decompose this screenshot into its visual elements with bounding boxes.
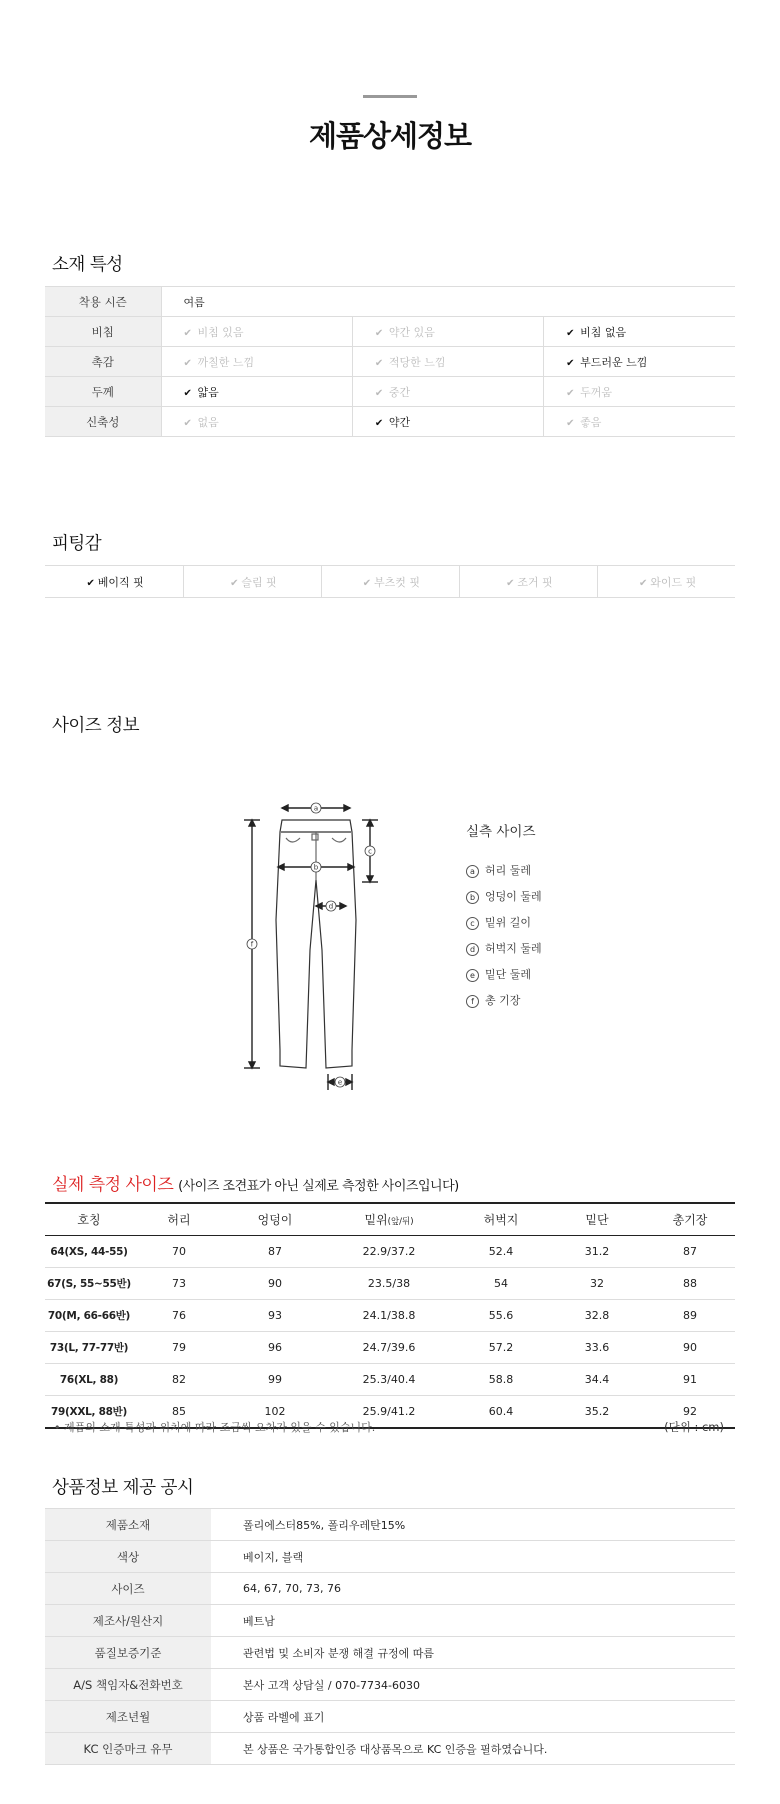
size-value-cell: 89 [645, 1300, 735, 1332]
legend-item [466, 910, 542, 936]
pants-pocket-right [332, 838, 346, 842]
size-row [45, 1332, 735, 1364]
size-row [45, 1236, 735, 1268]
option-label: 없음 [197, 415, 219, 429]
size-value-cell: 25.3/40.4 [325, 1364, 453, 1396]
size-value-cell: 24.1/38.8 [325, 1300, 453, 1332]
legend-marker: f [466, 995, 479, 1008]
size-value-cell: 52.4 [453, 1236, 549, 1268]
material-option [161, 347, 352, 377]
option-label: 두꺼움 [580, 385, 613, 399]
notice-row [45, 1701, 735, 1733]
diagram-marker-label: f [250, 940, 254, 949]
size-value-cell: 102 [264, 1405, 286, 1418]
size-value-cell: 60.4 [488, 1405, 514, 1418]
size-value-cell: 88 [645, 1268, 735, 1300]
notice-value: 관련법 및 소비자 분쟁 해결 규정에 따름 [211, 1637, 735, 1669]
fit-table [45, 565, 735, 598]
size-value-cell: 82 [133, 1364, 225, 1396]
material-table [45, 286, 735, 437]
check-icon: ✔ [639, 577, 648, 589]
material-option [544, 407, 735, 437]
size-label-cell: 67(S, 55~55반) [45, 1268, 133, 1300]
option-label: 까칠한 느낌 [197, 355, 255, 369]
product-notice-table [45, 1508, 735, 1765]
size-label-cell: 64(XS, 44-55) [45, 1236, 133, 1268]
fit-label: 베이직 핏 [97, 575, 144, 589]
size-value-cell: 32.8 [549, 1300, 645, 1332]
page-title: 제품상세정보 [308, 119, 472, 153]
notice-row [45, 1573, 735, 1605]
material-option [352, 407, 543, 437]
legend-marker: a [466, 865, 479, 878]
size-value-cell: 22.9/37.2 [325, 1236, 453, 1268]
title-divider [363, 95, 417, 98]
size-table-header [45, 1203, 735, 1236]
material-row-season [45, 287, 735, 317]
pants-button [312, 834, 318, 840]
material-option [352, 377, 543, 407]
check-icon: ✔ [374, 387, 384, 399]
notice-row [45, 1733, 735, 1765]
check-icon: ✔ [86, 577, 95, 589]
check-icon: ✔ [183, 357, 192, 369]
notice-row [45, 1605, 735, 1637]
size-row [45, 1268, 735, 1300]
measured-title-text: 실제 측정 사이즈 [52, 1175, 174, 1195]
size-value-cell: 99 [225, 1364, 325, 1396]
check-icon: ✔ [374, 417, 384, 429]
col-header-rise-sub: (앞/뒤) [387, 1217, 414, 1227]
check-icon: ✔ [374, 357, 384, 369]
option-label: 중간 [388, 385, 411, 399]
material-option [544, 377, 735, 407]
row-label: 신축성 [45, 407, 161, 437]
notice-row [45, 1509, 735, 1541]
row-label: 비침 [45, 317, 161, 347]
notice-row [45, 1541, 735, 1573]
fit-label: 슬림 핏 [241, 575, 277, 589]
row-label: 착용 시즌 [45, 287, 161, 317]
legend-text: 총 기장 [485, 994, 521, 1007]
option-label: 비침 있음 [197, 325, 244, 339]
fit-label: 조거 핏 [517, 575, 553, 589]
col-header: 엉덩이 [225, 1203, 325, 1236]
option-label: 비침 없음 [580, 325, 627, 339]
size-value-cell: 35.2 [584, 1405, 610, 1418]
material-option [352, 317, 543, 347]
fit-option [183, 566, 321, 598]
material-row [45, 347, 735, 377]
notice-value: 폴리에스터85%, 폴리우레탄15% [211, 1509, 735, 1541]
size-value-cell: 70 [133, 1236, 225, 1268]
size-value-cell: 85 [172, 1405, 186, 1418]
size-row [45, 1300, 735, 1332]
size-value-cell: 87 [225, 1236, 325, 1268]
size-label-cell: 79(XXL, 88반) [51, 1406, 127, 1418]
measured-title [52, 1170, 459, 1195]
notice-value: 베이지, 블랙 [211, 1541, 735, 1573]
notice-label: 색상 [45, 1541, 211, 1573]
material-option [352, 347, 543, 377]
option-label: 얇음 [197, 385, 219, 399]
fit-label: 와이드 핏 [650, 575, 697, 589]
legend-marker: c [466, 917, 479, 930]
notice-label: 사이즈 [45, 1573, 211, 1605]
fit-section-title: 피팅감 [52, 534, 102, 554]
notice-label: 제품소재 [45, 1509, 211, 1541]
size-value-cell: 76 [133, 1300, 225, 1332]
check-icon: ✔ [183, 387, 192, 399]
diagram-marker-label: b [313, 863, 319, 872]
notice-label: 제조년월 [45, 1701, 211, 1733]
fit-option [45, 566, 183, 598]
notice-value: 베트남 [211, 1605, 735, 1637]
size-value-cell: 34.4 [549, 1364, 645, 1396]
size-value-cell: 24.7/39.6 [325, 1332, 453, 1364]
material-option [544, 317, 735, 347]
legend-item [466, 988, 542, 1014]
fit-label: 부츠컷 핏 [373, 575, 420, 589]
legend-text: 허리 둘레 [485, 864, 532, 877]
legend-marker: d [466, 943, 479, 956]
legend-text: 밑단 둘레 [485, 968, 532, 981]
check-icon: ✔ [183, 327, 192, 339]
notice-label: KC 인증마크 유무 [45, 1733, 211, 1765]
size-value-cell: 33.6 [549, 1332, 645, 1364]
legend-marker: e [466, 969, 479, 982]
legend-marker: b [466, 891, 479, 904]
diagram-marker-label: d [328, 902, 334, 911]
col-header [325, 1203, 453, 1236]
fit-option [459, 566, 597, 598]
diagram-marker-label: a [313, 804, 319, 813]
material-row [45, 407, 735, 437]
diagram-marker-label: c [368, 847, 372, 856]
size-value-cell: 90 [225, 1268, 325, 1300]
check-icon: ✔ [374, 327, 384, 339]
material-option [161, 407, 352, 437]
option-label: 부드러운 느낌 [580, 355, 648, 369]
fit-option [321, 566, 459, 598]
size-table [45, 1202, 735, 1429]
notice-row [45, 1637, 735, 1669]
legend-item [466, 936, 542, 962]
size-value-cell: 90 [645, 1332, 735, 1364]
check-icon: ✔ [566, 417, 575, 429]
size-value-cell: 23.5/38 [325, 1268, 453, 1300]
legend-item [466, 962, 542, 988]
material-section-title: 소재 특성 [52, 255, 123, 275]
legend-text: 허벅지 둘레 [485, 942, 542, 955]
legend-text: 엉덩이 둘레 [485, 890, 542, 903]
notice-value: 본 상품은 국가통합인증 대상품목으로 KC 인증을 필하였습니다. [211, 1733, 735, 1765]
size-value-cell: 58.8 [453, 1364, 549, 1396]
check-icon: ✔ [566, 327, 575, 339]
size-value-cell: 32 [549, 1268, 645, 1300]
size-value-cell: 54 [453, 1268, 549, 1300]
size-value-cell: 87 [645, 1236, 735, 1268]
legend-item [466, 858, 542, 884]
check-icon: ✔ [183, 417, 192, 429]
measured-subtitle: (사이즈 조견표가 아닌 실제로 측정한 사이즈입니다) [178, 1179, 459, 1194]
unit-label: (단위 : cm) [664, 1420, 724, 1434]
notice-label: 제조사/원산지 [45, 1605, 211, 1637]
season-value: 여름 [161, 287, 735, 317]
check-icon: ✔ [566, 357, 575, 369]
col-header: 호칭 [45, 1203, 133, 1236]
measure-note: • 제품의 소재 특성과 위치에 따라 조금씩 오차가 있을 수 있습니다. [54, 1421, 376, 1434]
option-label: 적당한 느낌 [388, 355, 446, 369]
notice-value: 상품 라벨에 표기 [211, 1701, 735, 1733]
size-value-cell: 57.2 [453, 1332, 549, 1364]
size-section-title: 사이즈 정보 [52, 716, 140, 736]
row-label: 촉감 [45, 347, 161, 377]
notice-value: 본사 고객 상담실 / 070-7734-6030 [211, 1669, 735, 1701]
size-value-cell: 73 [133, 1268, 225, 1300]
pants-pocket-left [286, 838, 300, 842]
legend-title: 실측 사이즈 [466, 824, 536, 840]
option-label: 약간 [388, 415, 411, 429]
size-row [45, 1364, 735, 1396]
size-value-cell: 93 [225, 1300, 325, 1332]
size-value-cell: 92 [683, 1405, 697, 1418]
size-label-cell: 73(L, 77-77반) [45, 1332, 133, 1364]
notice-section-title: 상품정보 제공 공시 [52, 1478, 194, 1498]
size-legend [466, 820, 542, 1014]
notice-value: 64, 67, 70, 73, 76 [211, 1573, 735, 1605]
fit-option [597, 566, 735, 598]
material-option [161, 317, 352, 347]
diagram-marker-label: e [337, 1078, 343, 1087]
size-value-cell: 96 [225, 1332, 325, 1364]
option-label: 약간 있음 [388, 325, 435, 339]
material-row [45, 377, 735, 407]
notice-label: A/S 책임자&전화번호 [45, 1669, 211, 1701]
size-label-cell: 70(M, 66-66반) [45, 1300, 133, 1332]
col-header: 총기장 [645, 1203, 735, 1236]
row-label: 두께 [45, 377, 161, 407]
col-header: 허벅지 [453, 1203, 549, 1236]
check-icon: ✔ [506, 577, 515, 589]
size-value-cell: 25.9/41.2 [362, 1405, 416, 1418]
material-row [45, 317, 735, 347]
legend-item [466, 884, 542, 910]
size-value-cell: 31.2 [549, 1236, 645, 1268]
size-value-cell: 91 [645, 1364, 735, 1396]
notice-label: 품질보증기준 [45, 1637, 211, 1669]
size-value-cell: 55.6 [453, 1300, 549, 1332]
check-icon: ✔ [566, 387, 575, 399]
col-header: 허리 [133, 1203, 225, 1236]
legend-text: 밑위 길이 [485, 916, 532, 929]
size-label-cell: 76(XL, 88) [45, 1364, 133, 1396]
notice-row [45, 1669, 735, 1701]
col-header: 밑단 [549, 1203, 645, 1236]
material-option [544, 347, 735, 377]
check-icon: ✔ [230, 577, 239, 589]
pants-diagram [240, 790, 390, 1100]
col-header-rise: 밑위 [364, 1213, 388, 1227]
check-icon: ✔ [362, 577, 372, 589]
material-option [161, 377, 352, 407]
size-value-cell: 79 [133, 1332, 225, 1364]
option-label: 좋음 [580, 415, 602, 429]
